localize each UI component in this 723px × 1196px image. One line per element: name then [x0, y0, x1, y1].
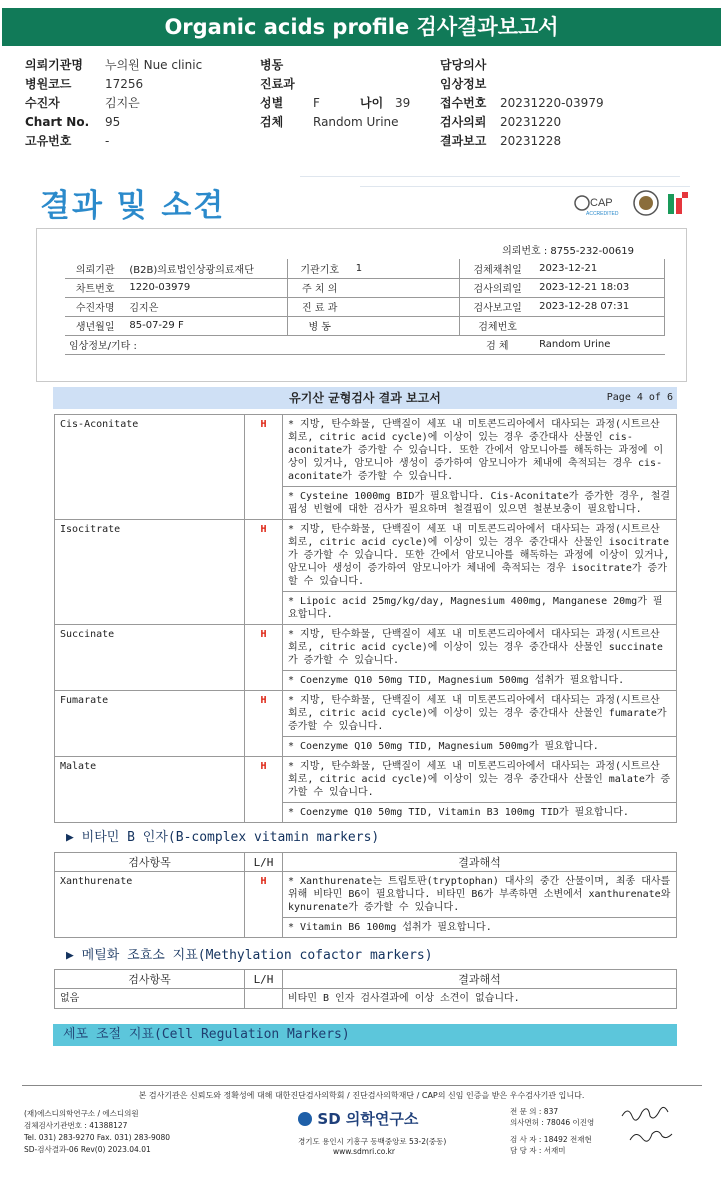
footer-signer-line: 검 사 자 : 18492 전재현 [510, 1135, 592, 1144]
footer-logo-block [298, 1112, 418, 1126]
flag-high: H [245, 625, 283, 691]
result-row [55, 989, 677, 1009]
vitamin-b-table [54, 852, 677, 938]
request-info-box [36, 228, 687, 382]
info-value [535, 316, 664, 335]
info-row [65, 259, 665, 278]
header-value: 95 [105, 115, 121, 129]
table-header-row [55, 970, 677, 989]
info-value [352, 278, 460, 297]
info-value [352, 297, 460, 316]
info-label: 병 동 [287, 316, 352, 335]
column-header: L/H [245, 970, 283, 989]
header-value: Random Urine [313, 115, 399, 129]
cap-sub: ACCREDITED [586, 211, 619, 217]
info-value [352, 316, 460, 335]
header-value: - [105, 134, 110, 148]
analyte-name: Malate [55, 757, 245, 823]
report-bar [53, 387, 677, 409]
footer-note: 본 검사기관은 신뢰도와 정확성에 대해 대한진단검사의학회 / 진단검사의학재단 / CAP의 신임 인증을 받은 우수검사기관 입니다. [138, 1091, 585, 1100]
sd-logo-text: SD 의학연구소 [317, 1110, 419, 1128]
recommendation: * Coenzyme Q10 50mg TID, Magnesium 500mg가 필요합니다. [283, 737, 677, 757]
analyte-name: Fumarate [55, 691, 245, 757]
recommendation: * Coenzyme Q10 50mg TID, Magnesium 500mg 섭취가 필요합니다. [283, 671, 677, 691]
recommendation: * Cysteine 1000mg BID가 필요합니다. Cis-Aconitate가 증가한 경우, 철결핍성 빈혈에 대한 검사가 필요하며 철결핍이 있으면 철분보충이 필요합니다. [283, 487, 677, 520]
result-description: * Xanthurenate는 트립토판(tryptophan) 대사의 중간 산물이며, 최종 대사를 위해 비타민 B6이 필요합니다. 비타민 B6가 부족하면 소변에서 xanthurenate와 kynurenate가 증가할 수 있습니다. [283, 872, 677, 918]
result-description: * 지방, 탄수화물, 단백질이 세포 내 미토콘드리아에서 대사되는 과정(시트르산 회로, citric acid cycle)에 이상이 있는 경우 중간대사 산물인 succinate가 증가할 수 있습니다. [283, 625, 677, 671]
info-value: Random Urine [535, 335, 664, 354]
flag [245, 989, 283, 1009]
info-label: 검사보고일 [460, 297, 535, 316]
column-header: 검사항목 [55, 853, 245, 872]
header-label: 고유번호 [25, 134, 72, 148]
table-header-row [55, 853, 677, 872]
info-label: 검 체 [460, 335, 535, 354]
analyte-name: Isocitrate [55, 520, 245, 625]
footer-left-line: 검체검사기관번호 : 41388127 [24, 1121, 128, 1130]
footer-divider [22, 1085, 702, 1086]
footer-left-line: SD-검사결과-06 Rev(0) 2023.04.01 [24, 1145, 151, 1154]
header-value: 20231228 [500, 134, 562, 148]
header-label: 검사의뢰 [440, 115, 487, 129]
header-label: 의뢰기관명 [25, 58, 83, 72]
column-header: 결과해석 [283, 970, 677, 989]
result-description: * 지방, 탄수화물, 단백질이 세포 내 미토콘드리아에서 대사되는 과정(시트르산 회로, citric acid cycle)에 이상이 있는 경우 중간대사 산물인 cis-aconitate가 증가할 수 있습니다. 또한 간에서 암모니아를 해독하는 과정에 이상이 있거나, 암모니아 생성이 증가하여 암모니아가 체내에 축적되는 경우 cis-aconitate가 증가할 수 있습니다. [283, 415, 677, 487]
seal-icon [634, 191, 658, 215]
result-description: * 지방, 탄수화물, 단백질이 세포 내 미토콘드리아에서 대사되는 과정(시트르산 회로, citric acid cycle)에 이상이 있는 경우 중간대사 산물인 malate가 증가할 수 있습니다. [283, 757, 677, 803]
header-value: 김지은 [105, 96, 140, 110]
result-row [55, 872, 677, 918]
header-value: F [313, 96, 320, 110]
result-row [55, 757, 677, 803]
column-header: 검사항목 [55, 970, 245, 989]
info-label: 의뢰기관 [65, 259, 125, 278]
info-value: 1220-03979 [125, 278, 287, 297]
info-value: (B2B)의료법인상광의료재단 [125, 259, 287, 278]
header-label: 접수번호 [440, 96, 487, 110]
result-row [55, 520, 677, 592]
report-title: Organic acids profile 검사결과보고서 [2, 8, 721, 46]
title-bar [0, 0, 723, 54]
info-value: 김지은 [125, 297, 287, 316]
flag-high: H [245, 691, 283, 757]
footer-left [24, 1108, 170, 1156]
methylation-table [54, 969, 677, 1009]
info-label: 생년월일 [65, 316, 125, 335]
info-label: 진 료 과 [287, 297, 352, 316]
footer-website: www.sdmri.co.kr [333, 1147, 396, 1156]
hero [0, 166, 723, 226]
result-description: * 지방, 탄수화물, 단백질이 세포 내 미토콘드리아에서 대사되는 과정(시트르산 회로, citric acid cycle)에 이상이 있는 경우 중간대사 산물인 fumarate가 증가할 수 있습니다. [283, 691, 677, 737]
header-label: 결과보고 [440, 134, 487, 148]
footer-signers [510, 1106, 594, 1156]
age-value: 39 [395, 96, 411, 110]
info-row [65, 278, 665, 297]
footer-signer-line: 전 문 의 : 837 [510, 1107, 559, 1116]
header-label: Chart No. [25, 115, 90, 129]
header-value: 20231220 [500, 115, 562, 129]
header-label: 임상정보 [440, 77, 487, 91]
accreditation-logos [572, 188, 692, 222]
info-row [65, 335, 665, 354]
header-label: 담당의사 [440, 58, 487, 72]
cell-regulation-bar: 세포 조절 지표(Cell Regulation Markers) [53, 1024, 677, 1046]
column-header: L/H [245, 853, 283, 872]
info-label: 수진자명 [65, 297, 125, 316]
info-label: 검체채취일 [460, 259, 535, 278]
flag: H [245, 872, 283, 938]
analyte-name: 없음 [55, 989, 245, 1009]
analyte-name: Succinate [55, 625, 245, 691]
flag-high: H [245, 520, 283, 625]
result-description: * 지방, 탄수화물, 단백질이 세포 내 미토콘드리아에서 대사되는 과정(시트르산 회로, citric acid cycle)에 이상이 있는 경우 중간대사 산물인 isocitrate가 증가할 수 있습니다. 또한 간에서 암모니아를 해독하는 과정에 이상이 있거나, 암모니아 생성이 증가하여 암모니아가 체내에 축적되는 경우 isocitrate가 증가할 수 있습니다. [283, 520, 677, 592]
footer-left-line: (재)에스디의학연구소 / 에스디의원 [24, 1109, 139, 1118]
info-row [65, 297, 665, 316]
info-row [65, 316, 665, 335]
flag-high: H [245, 757, 283, 823]
cap-text: CAP [590, 197, 613, 209]
info-value: 85-07-29 F [125, 316, 287, 335]
info-value: 2023-12-21 [535, 259, 664, 278]
result-row [55, 625, 677, 671]
page-indicator: Page 4 of 6 [606, 392, 673, 403]
header-value: 누의원 Nue clinic [105, 58, 203, 72]
header-label: 수진자 [25, 96, 60, 110]
header-label: 진료과 [260, 77, 295, 91]
recommendation: * Vitamin B6 100mg 섭취가 필요합니다. [283, 918, 677, 938]
analyte-name: Xanthurenate [55, 872, 245, 938]
age-label: 나이 [360, 96, 384, 110]
info-label: 차트번호 [65, 278, 125, 297]
result-description: 비타민 B 인자 검사결과에 이상 소견이 없습니다. [283, 989, 677, 1009]
result-row [55, 691, 677, 737]
kolas-icon [668, 192, 688, 214]
info-label: 주 치 의 [287, 278, 352, 297]
analyte-name: Cis-Aconitate [55, 415, 245, 520]
header-label: 병원코드 [25, 77, 72, 91]
info-value: 2023-12-28 07:31 [535, 297, 664, 316]
clinical-info: 임상정보/기타 : [65, 335, 460, 354]
info-value: 1 [352, 259, 460, 278]
header-label: 병동 [260, 58, 284, 72]
flag-high: H [245, 415, 283, 520]
result-row [55, 415, 677, 487]
info-label: 검사의뢰일 [460, 278, 535, 297]
info-value: 2023-12-21 18:03 [535, 278, 664, 297]
vitamin-b-section-title: ▶ 비타민 B 인자(B-complex vitamin markers) [66, 830, 380, 845]
footer-left-line: Tel. 031) 283-9270 Fax. 031) 283-9080 [24, 1133, 171, 1142]
sd-logo-icon [298, 1112, 312, 1126]
report-subtitle: 유기산 균형검사 결과 보고서 [289, 391, 441, 405]
header-label: 성별 [260, 96, 284, 110]
header-label: 검체 [260, 115, 284, 129]
footer-signer-line: 담 당 자 : 서재미 [510, 1146, 566, 1155]
header-value: 17256 [105, 77, 144, 91]
cap-logo [575, 196, 619, 217]
header-value: 20231220-03979 [500, 96, 604, 110]
methylation-section-title: ▶ 메틸화 조효소 지표(Methylation cofactor markers) [66, 948, 433, 963]
column-header: 결과해석 [283, 853, 677, 872]
results-heading: 결과 및 소견 [40, 188, 226, 224]
request-info-table [65, 259, 665, 355]
signature-image [616, 1100, 686, 1150]
results-table [54, 414, 677, 823]
info-label: 검체번호 [460, 316, 535, 335]
footer-signer-line: 의사면허 : 78046 이진영 [510, 1118, 595, 1127]
recommendation: * Lipoic acid 25mg/kg/day, Magnesium 400mg, Manganese 20mg가 필요합니다. [283, 592, 677, 625]
request-number: 의뢰번호 : 8755-232-00619 [502, 246, 634, 257]
footer-address: 경기도 용인시 기흥구 동백중앙로 53-2(중동) [298, 1137, 447, 1146]
info-label: 기관기호 [287, 259, 352, 278]
recommendation: * Coenzyme Q10 50mg TID, Vitamin B3 100mg TID가 필요합니다. [283, 803, 677, 823]
